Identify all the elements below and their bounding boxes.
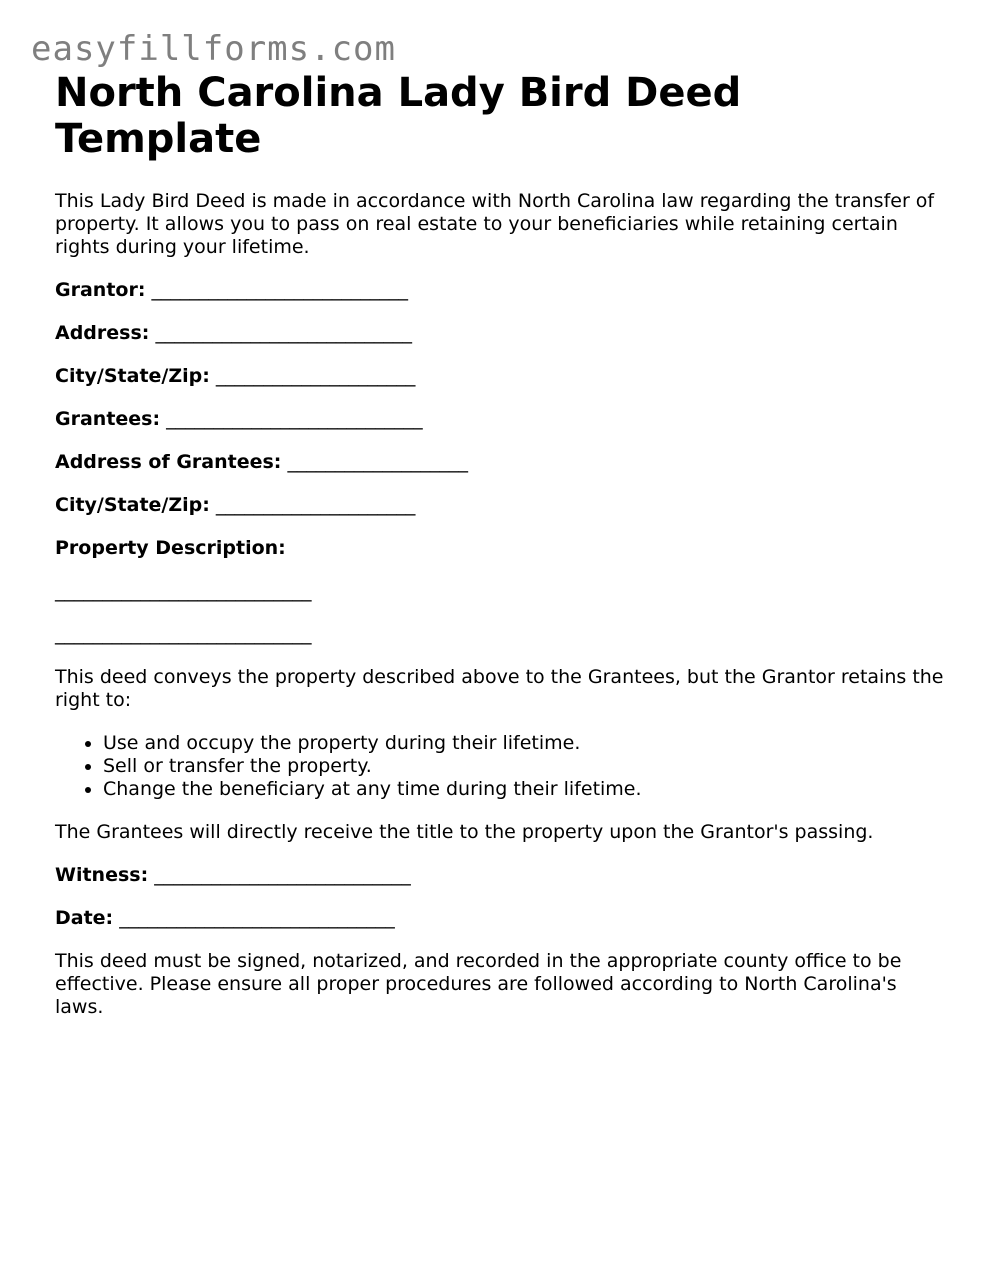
address-of-grantees-field: [55, 451, 945, 474]
list-item: • Change the beneficiary at any time during their lifetime.: [103, 778, 945, 801]
grantees-blank[interactable]: ___________________________: [166, 408, 423, 430]
document-title: North Carolina Lady Bird Deed Template: [55, 70, 742, 162]
property-description-line[interactable]: ___________________________: [55, 580, 312, 602]
closing-paragraph: This deed must be signed, notarized, and recorded in the appropriate county office to be effective. Please ensure all proper procedures are followed according to North Carolina's laws.: [55, 950, 902, 1018]
witness-field: [55, 864, 945, 887]
date-field: [55, 907, 945, 930]
conveys-paragraph: This deed conveys the property described above to the Grantees, but the Grantor retains the right to:: [55, 666, 944, 711]
address-of-grantees-blank[interactable]: ___________________: [287, 451, 468, 473]
address-label: Address:: [55, 322, 150, 344]
retained-rights-list: [55, 732, 945, 801]
city-state-zip-label: City/State/Zip:: [55, 365, 210, 387]
grantees-field: [55, 408, 945, 431]
grantees-city-state-zip-label: City/State/Zip:: [55, 494, 210, 516]
date-blank[interactable]: _____________________________: [119, 907, 395, 929]
address-field: [55, 322, 945, 345]
witness-blank[interactable]: ___________________________: [154, 864, 411, 886]
date-label: Date:: [55, 907, 114, 929]
grantor-label: Grantor:: [55, 279, 146, 301]
property-description-field: [55, 537, 945, 560]
grantor-blank[interactable]: ___________________________: [151, 279, 408, 301]
list-item: • Use and occupy the property during their lifetime.: [103, 732, 945, 755]
witness-label: Witness:: [55, 864, 149, 886]
city-state-zip-field: [55, 365, 945, 388]
grantor-field: [55, 279, 945, 302]
document-page: [55, 70, 945, 1039]
grantees-city-state-zip-blank[interactable]: _____________________: [215, 494, 416, 516]
property-description-line[interactable]: ___________________________: [55, 623, 312, 645]
intro-paragraph: This Lady Bird Deed is made in accordance with North Carolina law regarding the transfer of property. It allows you to pass on real estate to your beneficiaries while retaining certain rights during your lifetime.: [55, 190, 935, 258]
address-of-grantees-label: Address of Grantees:: [55, 451, 282, 473]
title-passing-paragraph: The Grantees will directly receive the title to the property upon the Grantor's passing.: [55, 821, 874, 843]
property-description-label: Property Description:: [55, 537, 286, 559]
watermark: easyfillforms.com: [31, 29, 396, 69]
city-state-zip-blank[interactable]: _____________________: [215, 365, 416, 387]
grantees-label: Grantees:: [55, 408, 161, 430]
list-item: • Sell or transfer the property.: [103, 755, 945, 778]
grantees-city-state-zip-field: [55, 494, 945, 517]
address-blank[interactable]: ___________________________: [155, 322, 412, 344]
